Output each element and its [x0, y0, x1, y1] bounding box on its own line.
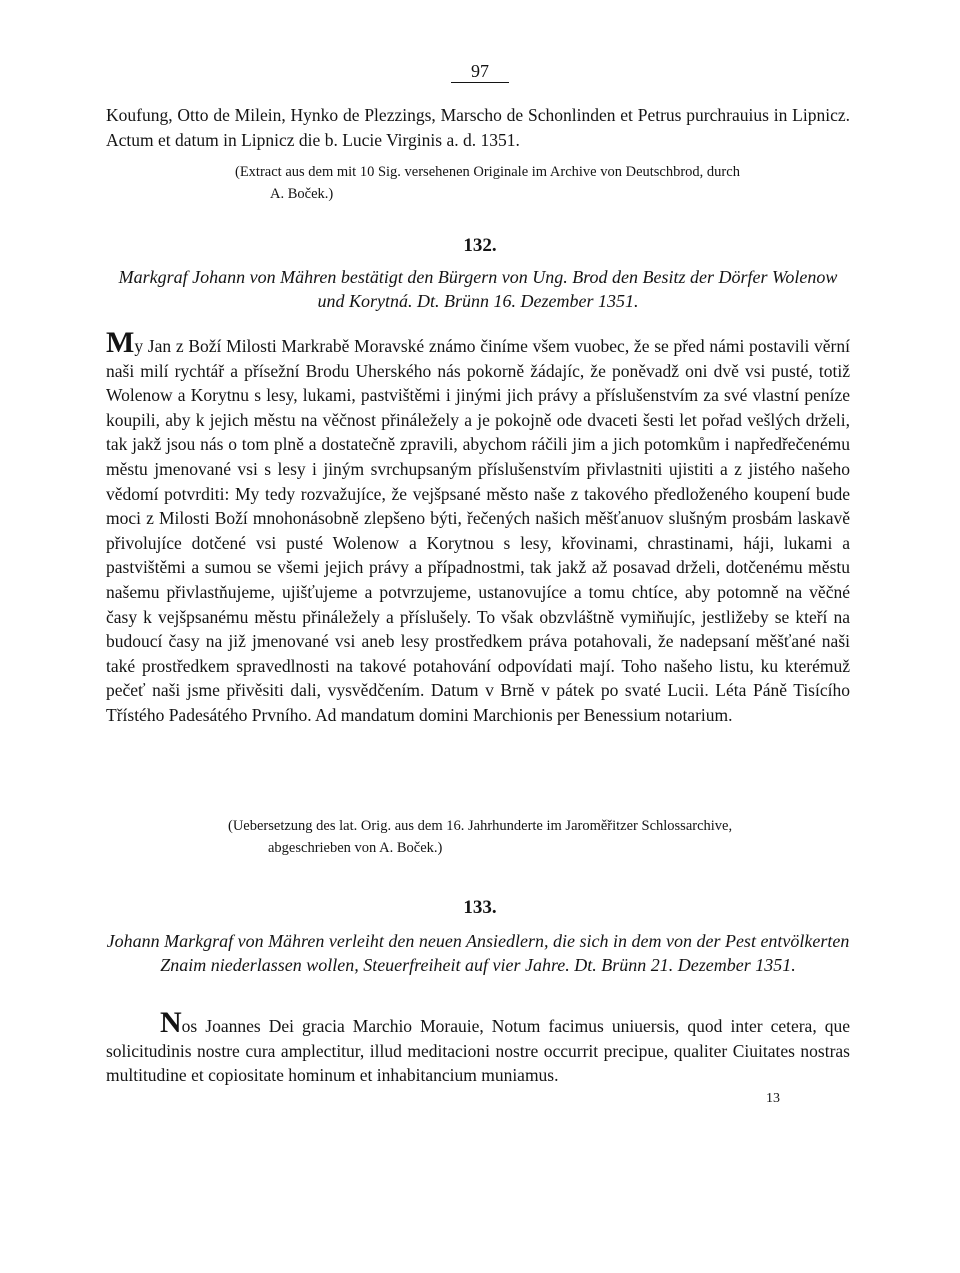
charter-133-number: 133.	[463, 897, 497, 918]
continuation-text: Koufung, Otto de Milein, Hynko de Plezzings, Marscho de Schonlinden et Petrus purchrauius in Lipnicz. Actum et datum in Lipnicz die b. Lucie Virginis a. d. 1351.	[106, 105, 850, 150]
charter-133-text: os Joannes Dei gracia Marchio Morauie, Notum facimus uniuersis, quod inter cetera, que solicitudinis nostre cura amplectitur, illud meditacioni nostre occurrit precipue, qualiter Ciuitates nostras multitudine et copiositate hominum et inhabitancium muniamus.	[106, 1016, 850, 1086]
charter-133-regest: Johann Markgraf von Mähren verleiht den neuen Ansiedlern, die sich in dem von der Pest entvölkerten Znaim niederlassen wollen, Steuerfreiheit auf vier Jahre. Dt. Brünn 21. Dezember 1351.	[106, 931, 850, 975]
charter-132-regest: Markgraf Johann von Mähren bestätigt den Bürgern von Ung. Brod den Besitz der Dörfer Wolenow und Korytná. Dt. Brünn 16. Dezember 1351.	[118, 267, 838, 311]
page-number: 97	[0, 60, 960, 83]
charter-132-source-note-cont: abgeschrieben von A. Boček.)	[268, 840, 443, 856]
charter-132-initial: M	[106, 326, 135, 359]
charter-133-body	[106, 1006, 850, 1088]
signature-mark: 13	[766, 1091, 780, 1106]
charter-132-source-note: (Uebersetzung des lat. Orig. aus dem 16. Jahrhunderte im Jaroměřitzer Schlossarchive,	[228, 818, 733, 834]
charter-132-number: 132.	[463, 235, 497, 256]
charter-132-body	[106, 326, 850, 728]
continuation-source-note: (Extract aus dem mit 10 Sig. versehenen Originale im Archive von Deutschbrod, durch	[235, 164, 740, 180]
charter-132-text: y Jan z Boží Milosti Markrabě Moravské známo činíme všem vuobec, že se před námi postavili věrní naši milí rychtář a přísežní Brodu Uherského nás pokorně žádajíc, že poněvadž oni dvě vsi pusté, totiž Wolenow a Korytnu s lesy, lukami, pastvištěmi i jinými jich právy a příslušenstvím za své vlastní peníze koupili, aby k jejich městu na věčnost přináležely a je pokojně ode dvaceti šesti let pořad vešlých drželi, tak jakž jsou nás o tom plně a dostatečně zpravili, abychom ráčili jim a jich potomkům i napředřečenému městu jmenované vsi s lesy i jiným svrchupsaným příslušenstvím přivlastniti ujistiti a z jistého našeho vědomí potvrditi: My tedy rozvažujíce, že vejšpsané město naše z takového předloženého koupení bude moci z Milosti Boží mnohonásobně zlepšeno býti, řečených našich měšťanuov slušným prosbám laskavě přivolujíce dotčené vsi pusté Wolenow a Korytnou s lesy, křovinami, chrastinami, háji, lukami a pastvištěmi a sumou se všemi jejich právy a případnostmi, tak jakž až posavad drželi, dotčenému městu našemu přivlastňujeme, ujišťujeme a potvrzujeme, ustanovujíce a tomu chtíce, aby potomně na věčné časy k vejšpsanému městu přináležely a příslušely. To však obzvláštně vymiňujíc, jestližeby se kteří na budoucí časy na již jmenované vsi aneb lesy prostředkem práva potahovali, že nadepsaní měšťané naši také prostředkem spravedlnosti na takové potahování odpovídati mají. Toho našeho listu, ku kterémuž pečeť naši jsme přivěsiti dali, vysvědčením. Datum v Brně v pátek po svaté Lucii. Léta Páně Tisícího Třístého Padesátého Prvního. Ad mandatum domini Marchionis per Benessium notarium.	[106, 336, 850, 725]
continuation-source-note-cont: A. Boček.)	[270, 186, 334, 202]
charter-133-initial: N	[160, 1006, 182, 1039]
